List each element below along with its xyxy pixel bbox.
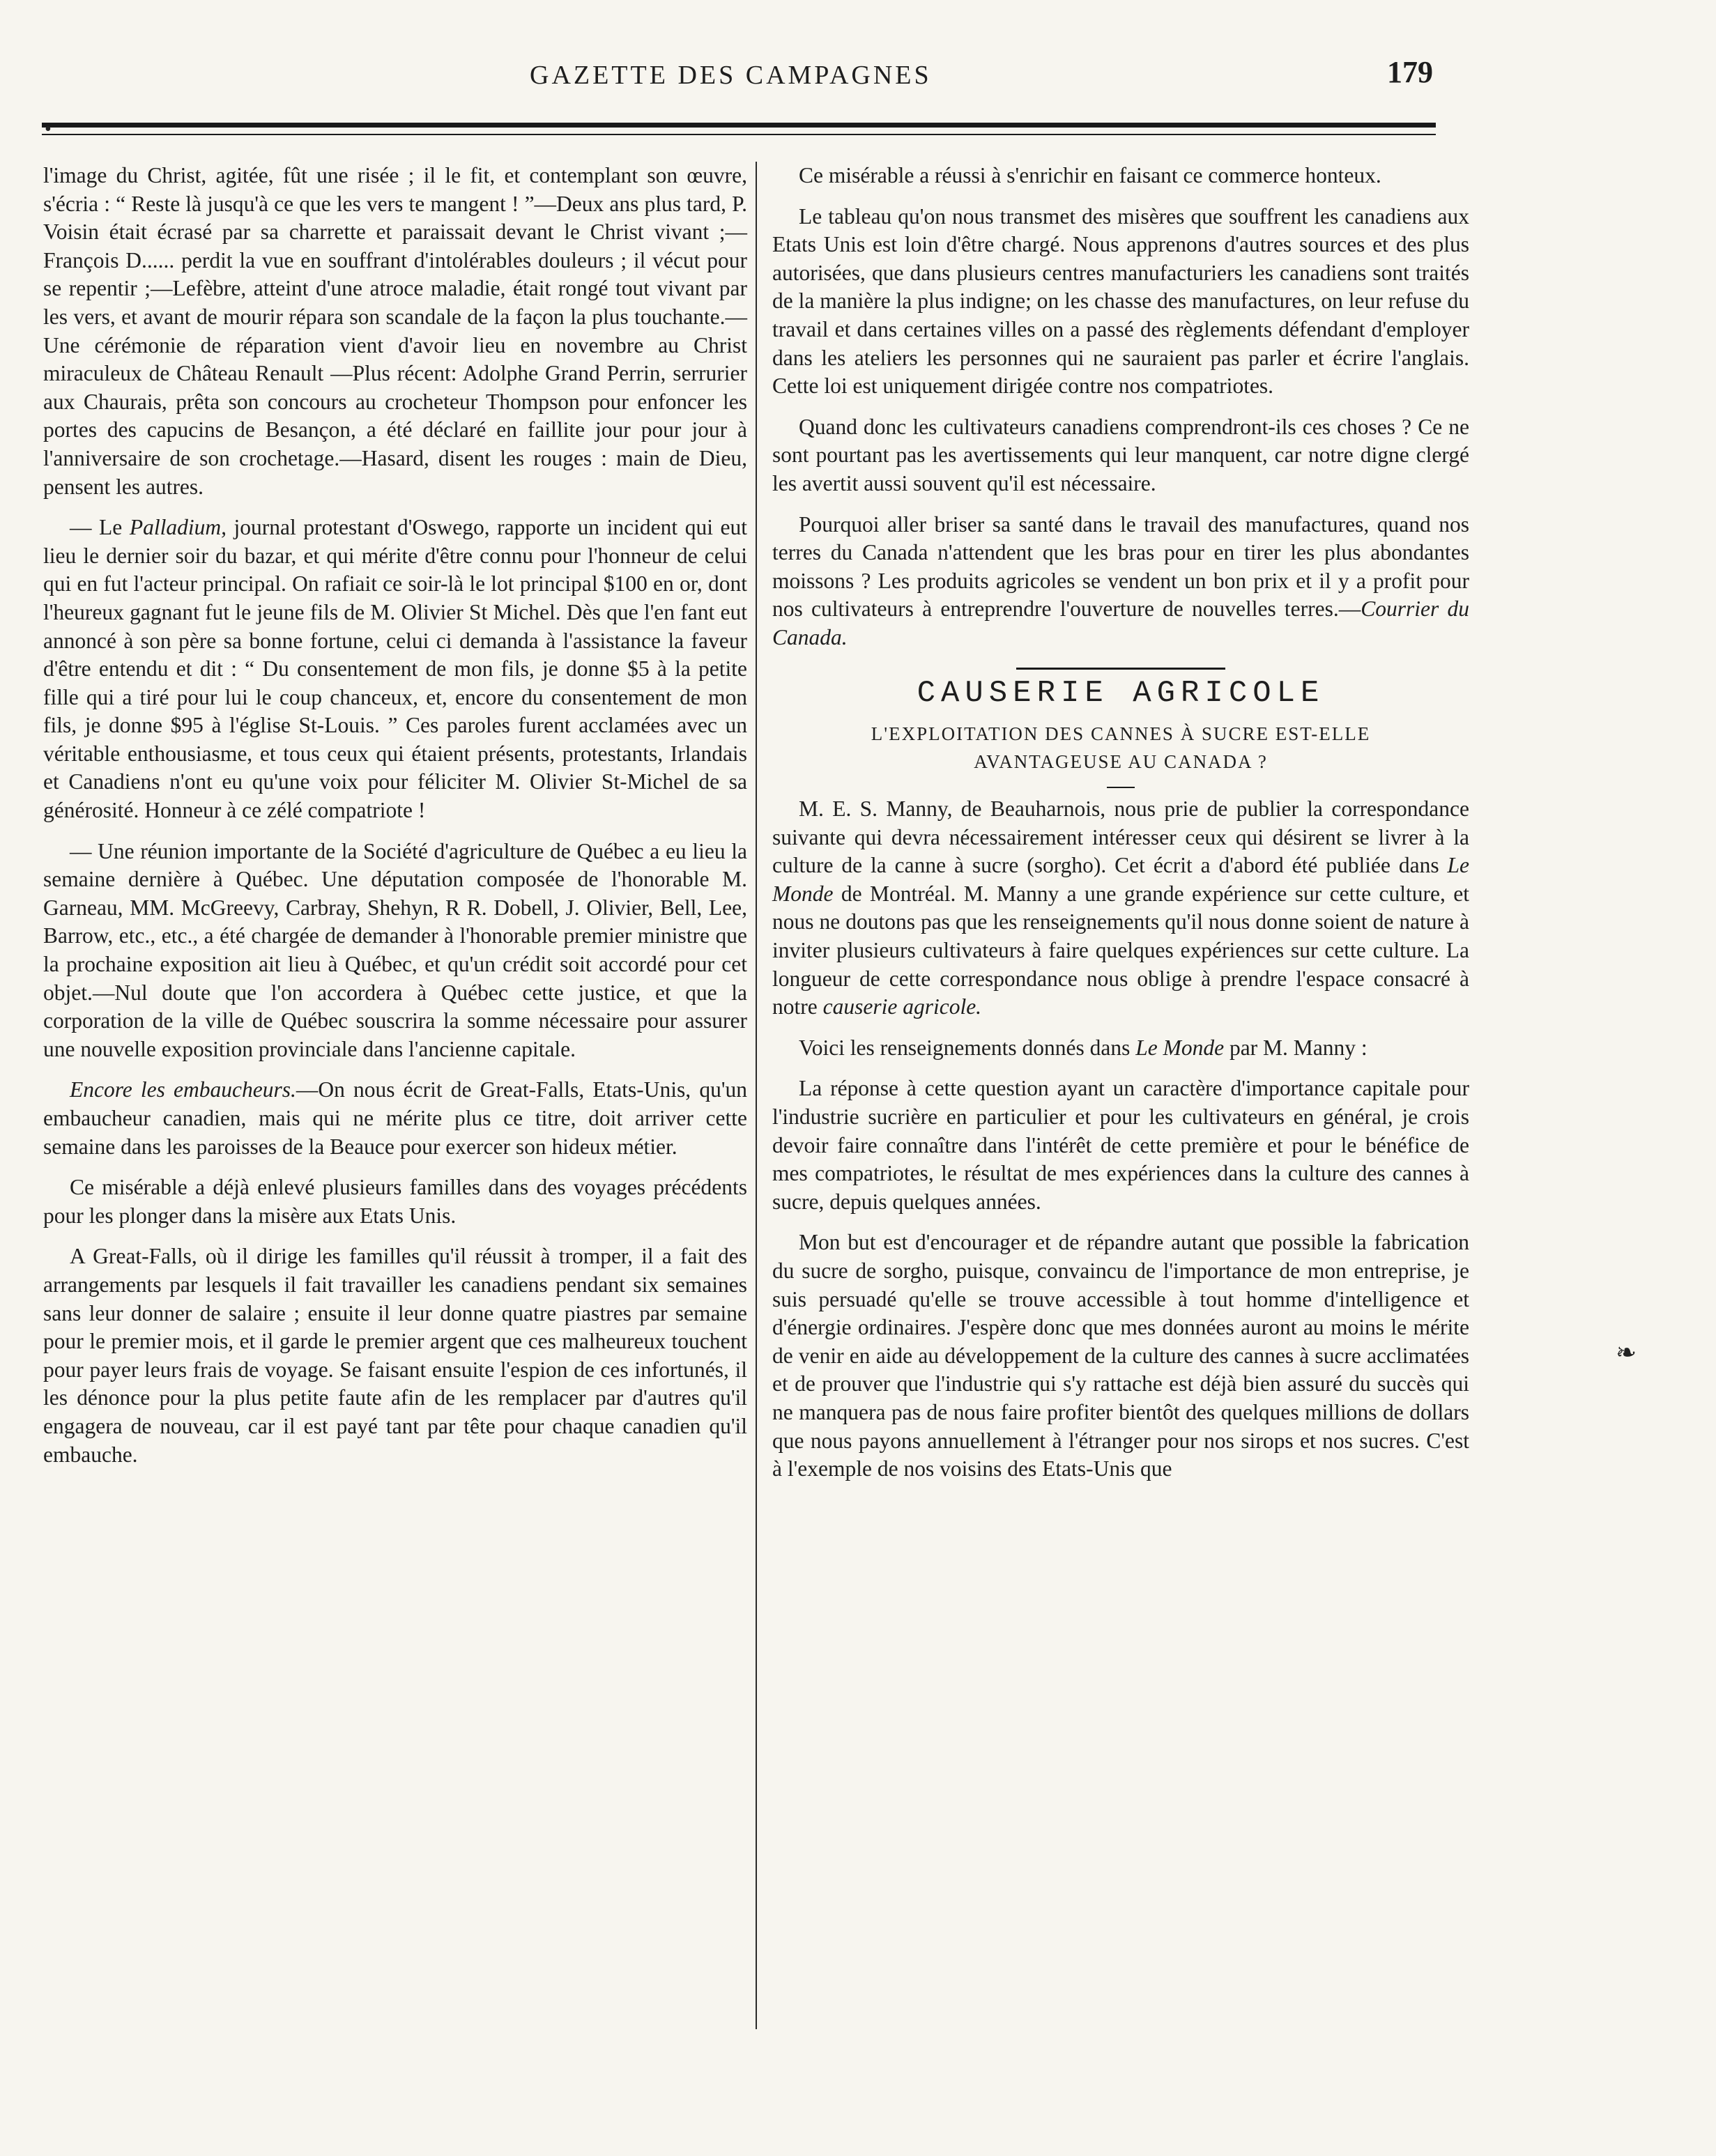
article-paragraph: A Great-Falls, où il dirige les familles qu'il réussit à tromper, il a fait des arrangements par lesquels il fait travailler les canadiens pendant six semaines sans leur donner de salaire ; ensuite il leur donne quatre piastres par semaine pour le premier mois, et il garde le premier argent que ces malheureux touchent pour payer leurs frais de voyage. Se faisant ensuite l'espion de ces infortunés, il les dénonce pour la plus petite faute afin de les remplacer par d'autres qu'il engagera de nouveau, car il est payé tant par tête pour chaque canadien qu'il embauche. bbox=[43, 1244, 747, 1467]
ink-blot-mark: ❧ bbox=[1616, 1339, 1637, 1366]
article-paragraph: — Une réunion importante de la Société d'agriculture de Québec a eu lieu la semaine dernière à Québec. Une députation composée de l'honorable M. Garneau, MM. McGreevy, Carbray, Shehyn, R R. Dobell, J. Olivier, Bell, Lee, Barrow, etc., etc., a été chargée de demander à l'honorable premier ministre que la prochaine exposition ait lieu à Québec, et qu'un crédit soit accordé pour cet objet.—Nul doute que l'on accordera à Québec cette justice, et que la corporation de la ville de Québec souscrira la somme nécessaire pour assurer une nouvelle exposition provinciale dans l'ancienne capitale. bbox=[43, 838, 747, 1061]
page-number: 179 bbox=[1387, 55, 1433, 89]
column-divider bbox=[756, 162, 757, 2029]
article-paragraph bbox=[772, 795, 1469, 1022]
italic-run: Courrier du Canada. bbox=[772, 596, 1469, 649]
article-paragraph: Le tableau qu'on nous transmet des misères que souffrent les canadiens aux Etats Unis est loin d'être chargé. Nous apprenons d'autres sources et des plus autorisées, que dans plusieurs centres manufacturiers les canadiens sont traités de la manière la plus indigne; on les chasse des manufactures, on leur refuse du travail et dans certaines villes on a passé des règlements défendant d'employer dans les ateliers les personnes qui ne sauraient pas parler et écrire l'anglais. Cette loi est uniquement dirigée contre nos compatriotes. bbox=[772, 203, 1469, 399]
running-title: GAZETTE DES CAMPAGNES bbox=[530, 61, 932, 90]
italic-run: Le Monde bbox=[1135, 1035, 1225, 1060]
section-title: CAUSERIE AGRICOLE bbox=[917, 675, 1325, 711]
header-rule bbox=[42, 123, 1436, 128]
text-run: Voici les renseignements donnés dans bbox=[799, 1035, 1136, 1060]
article-paragraph: l'image du Christ, agitée, fût une risée ; il le fit, et contemplant son œuvre, s'écria : “ Reste là jusqu'à ce que les vers te mangent ! ”—Deux ans plus tard, P. Voisin était écrasé par sa charrette et paraissait devant le Christ vivant ;—François D...... perdit la vue en souffrant d'intolérables douleurs ; il vécut pour se repentir ;—Lefèbre, atteint d'une atroce maladie, était rongé tout vivant par les vers, et avant de mourir répara son scandale de la façon la plus touchante.— Une cérémonie de réparation vient d'avoir lieu en novembre au Christ miraculeux de Château Renault —Plus récent: Adolphe Grand Perrin, serrurier aux Chaurais, prêta son concours au crocheteur Thompson pour enfoncer les portes des capucins de Besançon, a été déclaré en faillite jour pour jour à l'anniversaire de son crochetage.—Hasard, disent les rouges : main de Dieu, pensent les autres. bbox=[43, 163, 747, 499]
subtitle-line: AVANTAGEUSE AU CANADA ? bbox=[974, 751, 1268, 773]
subtitle-line: L'EXPLOITATION DES CANNES À SUCRE EST-ELLE bbox=[871, 723, 1371, 745]
right-column bbox=[772, 162, 1469, 1496]
article-paragraph: Quand donc les cultivateurs canadiens comprendront-ils ces choses ? Ce ne sont pourtant pas les avertissements qui leur manquent, car notre digne clergé les avertit aussi souvent qu'il est nécessaire. bbox=[772, 414, 1469, 495]
text-run: M. E. S. Manny, de Beauharnois, nous prie de publier la correspondance suivante qui devra nécessairement intéresser ceux qui désirent se livrer à la culture de la canne à sucre (sorgho). Cet écrit a d'abord été publiée dans bbox=[772, 796, 1469, 878]
article-paragraph: Mon but est d'encourager et de répandre autant que possible la fabrication du sucre de sorgho, puisque, convaincu de l'importance de mon entreprise, je suis persuadé qu'elle se trouve accessible à tout homme d'intelligence et d'énergie ordinaires. J'espère donc que mes données auront au moins le mérite de venir en aide au développement de la culture des cannes à sucre acclimatées et de prouver que l'industrie qui s'y rattache est déjà bien assuré du succès qui ne manquera pas de nous faire profiter bientôt des quelques millions de dollars que nous payons annuellement à l'étranger pour nos sirops et nos sucres. C'est à l'exemple de nos voisins des Etats-Unis que bbox=[772, 1230, 1469, 1481]
section-subtitle bbox=[772, 720, 1469, 776]
article-paragraph: La réponse à cette question ayant un caractère d'importance capitale pour l'industrie sucrière en particulier et pour les cultivateurs en général, je crois devoir faire connaître dans l'intérêt de cette première et pour le bénéfice de mes compatriotes, le résultat de mes expériences dans la culture des cannes à sucre, depuis quelques années. bbox=[772, 1076, 1469, 1214]
italic-run: Palladium, bbox=[129, 515, 227, 540]
page-header bbox=[0, 0, 1716, 139]
margin-mark: • bbox=[45, 118, 52, 140]
text-run: journal protestant d'Oswego, rapporte un incident qui eut lieu le dernier soir du bazar, et qui mérite d'être connu pour l'honneur de celui qui en fut l'acteur principal. On rafiait ce soir-là le lot principal $100 en or, dont l'heureux gagnant fut le jeune fils de M. Olivier St Michel. Dès que l'en fant eut annoncé à son père sa bonne fortune, celui ci demanda à l'assistance la faveur d'être entendu et dit : “ Du consentement de mon fils, je donne $5 à la petite fille qui a tiré pour lui le coup chanceux, et, encore du consentement de mon fils, je donne $95 à l'église St-Louis. ” Ces paroles furent acclamées avec un véritable enthousiasme, et tous ceux qui étaient présents, protestants, Irlandais et Canadiens n'ont eu qu'une voix pour féliciter M. Olivier St-Michel de sa générosité. Honneur à ce zélé compatriote ! bbox=[43, 515, 747, 823]
header-rule-thin bbox=[42, 134, 1436, 135]
text-run: —On nous écrit de Great-Falls, Etats-Unis, qu'un embaucheur canadien, mais qui ne mérite plus ce titre, doit arriver cette semaine dans les paroisses de la Beauce pour exercer son hideux métier. bbox=[43, 1077, 747, 1159]
article-paragraph bbox=[43, 514, 747, 825]
section-rule bbox=[1016, 668, 1225, 670]
italic-run: Encore les embaucheurs. bbox=[70, 1077, 296, 1102]
italic-run: causerie agricole. bbox=[822, 994, 982, 1019]
subtitle-rule bbox=[1107, 787, 1135, 788]
text-run: de Montréal. M. Manny a une grande expérience sur cette culture, et nous ne doutons pas que les renseignements qu'il nous donne soient de nature à inviter plusieurs cultivateurs à faire quelques expériences sur cette culture. La longueur de cette correspondance nous oblige à prendre l'espace consacré à notre bbox=[772, 881, 1469, 1019]
article-paragraph bbox=[43, 1076, 747, 1161]
text-run: — Le bbox=[70, 515, 130, 540]
article-paragraph bbox=[772, 1034, 1469, 1063]
italic-run: Le Monde bbox=[772, 853, 1469, 906]
left-column bbox=[43, 162, 747, 1481]
article-paragraph bbox=[772, 511, 1469, 652]
text-run: Pourquoi aller briser sa santé dans le travail des manufactures, quand nos terres du Canada n'attendent que les bras pour en tirer les plus abondantes moissons ? Les produits agricoles se vendent un bon prix et il y a profit pour nos cultivateurs à entreprendre l'ouverture de nouvelles terres.— bbox=[772, 511, 1469, 622]
article-paragraph: Ce misérable a réussi à s'enrichir en faisant ce commerce honteux. bbox=[799, 163, 1381, 187]
article-paragraph: Ce misérable a déjà enlevé plusieurs familles dans des voyages précédents pour les plonger dans la misère aux Etats Unis. bbox=[43, 1175, 747, 1228]
text-run: par M. Manny : bbox=[1224, 1035, 1368, 1060]
